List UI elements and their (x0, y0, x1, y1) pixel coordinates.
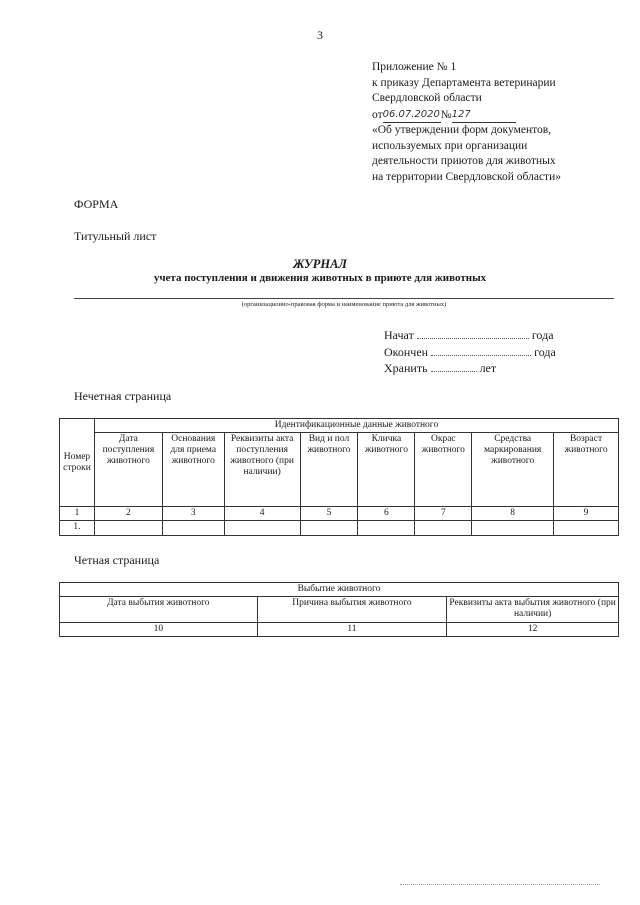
keep-row (384, 360, 556, 377)
empty-cell (554, 521, 619, 536)
keep-label: Хранить (384, 361, 428, 375)
column-header: Кличка животного (358, 433, 415, 507)
column-number: 12 (447, 623, 619, 637)
appendix-line: используемых при организации (372, 139, 528, 152)
appendix-line: Приложение № 1 (372, 61, 457, 73)
column-number: 7 (415, 507, 472, 521)
date-prefix: от (372, 108, 383, 121)
journal-title: ЖУРНАЛ (292, 257, 348, 271)
journal-subtitle: учета поступления и движения животных в приюте для животных (153, 272, 487, 284)
finished-label: Окончен (384, 344, 429, 359)
column-number: 8 (472, 507, 554, 521)
column-header: Реквизиты акта выбытия животного (при наличии) (447, 597, 619, 623)
column-number: 6 (358, 507, 415, 521)
footer-dotted-line (400, 884, 600, 885)
empty-cell (94, 521, 162, 536)
appendix-block (372, 60, 622, 185)
column-header: Возраст животного (554, 433, 619, 507)
column-number: 10 (60, 623, 258, 637)
column-number: 5 (300, 507, 358, 521)
row-number-header: Номер строки (60, 419, 95, 507)
column-header: Причина выбытия животного (257, 597, 447, 623)
column-header: Вид и пол животного (300, 433, 358, 507)
departure-group-header: Выбытие животного (60, 583, 619, 597)
handwritten-number: 127 (452, 107, 516, 124)
title-sheet-label: Титульный лист (74, 229, 157, 243)
appendix-date-line (372, 107, 622, 124)
started-blank (417, 327, 529, 339)
column-header: Средства маркирования животного (472, 433, 554, 507)
started-row (384, 327, 556, 344)
column-header: Окрас животного (415, 433, 472, 507)
empty-cell (300, 521, 358, 536)
row-label: 1. (60, 521, 95, 536)
column-number: 1 (60, 507, 95, 521)
org-caption: (организационно-правовая форма и наименование приюта для животных) (241, 301, 447, 308)
empty-cell (358, 521, 415, 536)
started-label: Начат (384, 328, 414, 342)
empty-cell (162, 521, 224, 536)
page-number: 3 (317, 28, 323, 42)
org-name-line (74, 298, 614, 299)
empty-cell (224, 521, 300, 536)
keep-blank (431, 360, 477, 372)
column-number: 2 (94, 507, 162, 521)
even-page-label: Четная страница (74, 553, 160, 567)
column-header: Дата поступления животного (94, 433, 162, 507)
forma-label: ФОРМА (74, 197, 119, 211)
empty-cell (472, 521, 554, 536)
dates-block (384, 327, 556, 377)
finished-suffix: года (534, 344, 556, 359)
appendix-line: деятельности приютов для животных (372, 155, 556, 167)
column-header: Основания для приема животного (162, 433, 224, 507)
appendix-line: к приказу Департамента ветеринарии (372, 76, 556, 89)
started-suffix: года (531, 328, 554, 342)
column-number: 9 (554, 507, 619, 521)
odd-page-table (59, 418, 619, 536)
column-number: 4 (224, 507, 300, 521)
odd-page-label: Нечетная страница (74, 389, 172, 403)
appendix-line: «Об утверждении форм документов, (372, 124, 552, 136)
identification-group-header: Идентификационные данные животного (94, 419, 618, 433)
finished-blank (431, 344, 531, 356)
handwritten-date: 06.07.2020 (383, 107, 441, 124)
column-number: 11 (257, 623, 447, 637)
keep-suffix: лет (479, 361, 497, 375)
number-label: № (440, 108, 452, 121)
column-header: Реквизиты акта поступления животного (при наличии) (224, 433, 300, 507)
empty-cell (415, 521, 472, 536)
column-header: Дата выбытия животного (60, 597, 258, 623)
finished-row (384, 344, 556, 361)
appendix-line: на территории Свердловской области» (372, 170, 561, 183)
appendix-line: Свердловской области (372, 92, 482, 104)
even-page-table (59, 582, 619, 637)
column-number: 3 (162, 507, 224, 521)
